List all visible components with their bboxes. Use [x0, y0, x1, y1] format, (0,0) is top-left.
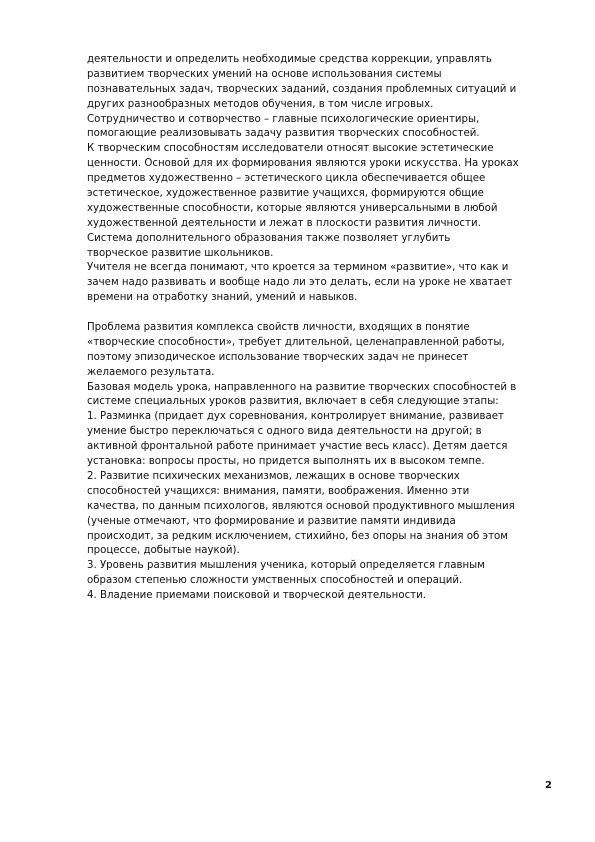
text-line: «творческие способности», требует длительной, целенаправленной работы, — [87, 336, 505, 348]
text-line: 3. Уровень развития мышления ученика, который определяется главным — [87, 560, 485, 572]
paragraph-spacer — [87, 306, 555, 321]
paragraph — [87, 261, 555, 306]
text-line: художественной деятельности и лежат в плоскости развития личности. — [87, 217, 481, 229]
paragraph — [87, 321, 555, 381]
paragraph — [87, 232, 555, 262]
text-line: помогающие реализовывать задачу развития творческих способностей. — [87, 128, 480, 140]
text-line: Учителя не всегда понимают, что кроется за термином «развитие», что как и — [87, 262, 509, 274]
text-line: активной фронтальной работе принимает участие весь класс). Детям дается — [87, 441, 508, 453]
text-line: творческое развитие школьников. — [87, 247, 274, 259]
text-line: зачем надо развивать и вообще надо ли это делать, если на уроке не хватает — [87, 277, 513, 289]
text-line: 1. Разминка (придает дух соревнования, контролирует внимание, развивает — [87, 411, 504, 423]
text-line: ценности. Основой для их формирования являются уроки искусства. На уроках — [87, 158, 519, 170]
paragraph — [87, 142, 555, 231]
text-line: способностей учащихся: внимания, памяти, воображения. Именно эти — [87, 485, 470, 497]
text-line: системе специальных уроков развития, включает в себя следующие этапы: — [87, 396, 499, 408]
paragraph — [87, 470, 555, 559]
paragraph — [87, 410, 555, 470]
text-line: К творческим способностям исследователи относят высокие эстетические — [87, 143, 494, 155]
text-line: процессе, добытые наукой). — [87, 545, 240, 557]
text-line: развитием творческих умений на основе использования системы — [87, 68, 442, 80]
text-line: желаемого результата. — [87, 366, 215, 378]
paragraph — [87, 381, 555, 411]
text-line: 4. Владение приемами поисковой и творческой деятельности. — [87, 590, 426, 602]
text-line: (ученые отмечают, что формирование и развитие памяти индивида — [87, 515, 456, 527]
text-line: образом степенью сложности умственных способностей и операций. — [87, 575, 463, 587]
text-line: Сотрудничество и сотворчество – главные психологические ориентиры, — [87, 113, 480, 125]
text-line: установка: вопросы просты, но придется выполнять их в высоком темпе. — [87, 456, 485, 468]
paragraph — [87, 559, 555, 589]
text-line: Проблема развития комплекса свойств личности, входящих в понятие — [87, 322, 470, 334]
text-line: 2. Развитие психических механизмов, лежащих в основе творческих — [87, 470, 460, 482]
text-line: качества, по данным психологов, являются основой продуктивного мышления — [87, 500, 515, 512]
text-line: происходит, за редким исключением, стихийно, без опоры на знания об этом — [87, 530, 508, 542]
text-line: познавательных задач, творческих заданий, создания проблемных ситуаций и — [87, 83, 517, 95]
page-number: 2 — [545, 780, 552, 791]
text-line: поэтому эпизодическое использование творческих задач не принесет — [87, 351, 469, 363]
text-line: деятельности и определить необходимые средства коррекции, управлять — [87, 54, 492, 65]
text-line: Базовая модель урока, направленного на развитие творческих способностей в — [87, 381, 517, 393]
text-line: времени на отработку знаний, умений и навыков. — [87, 292, 358, 304]
paragraph — [87, 53, 555, 113]
text-line: предметов художественно – эстетического цикла обеспечивается общее — [87, 173, 486, 185]
text-line: умение быстро переключаться с одного вида деятельности на другой; в — [87, 426, 482, 438]
text-line: художественные способности, которые являются универсальными в любой — [87, 202, 498, 214]
text-line: эстетическое, художественное развитие учащихся, формируются общие — [87, 188, 484, 200]
paragraph — [87, 589, 555, 604]
text-line: Система дополнительного образования также позволяет углубить — [87, 232, 451, 244]
page-body-text — [87, 53, 555, 604]
text-line: других разнообразных методов обучения, в том числе игровых. — [87, 98, 434, 110]
paragraph — [87, 113, 555, 143]
